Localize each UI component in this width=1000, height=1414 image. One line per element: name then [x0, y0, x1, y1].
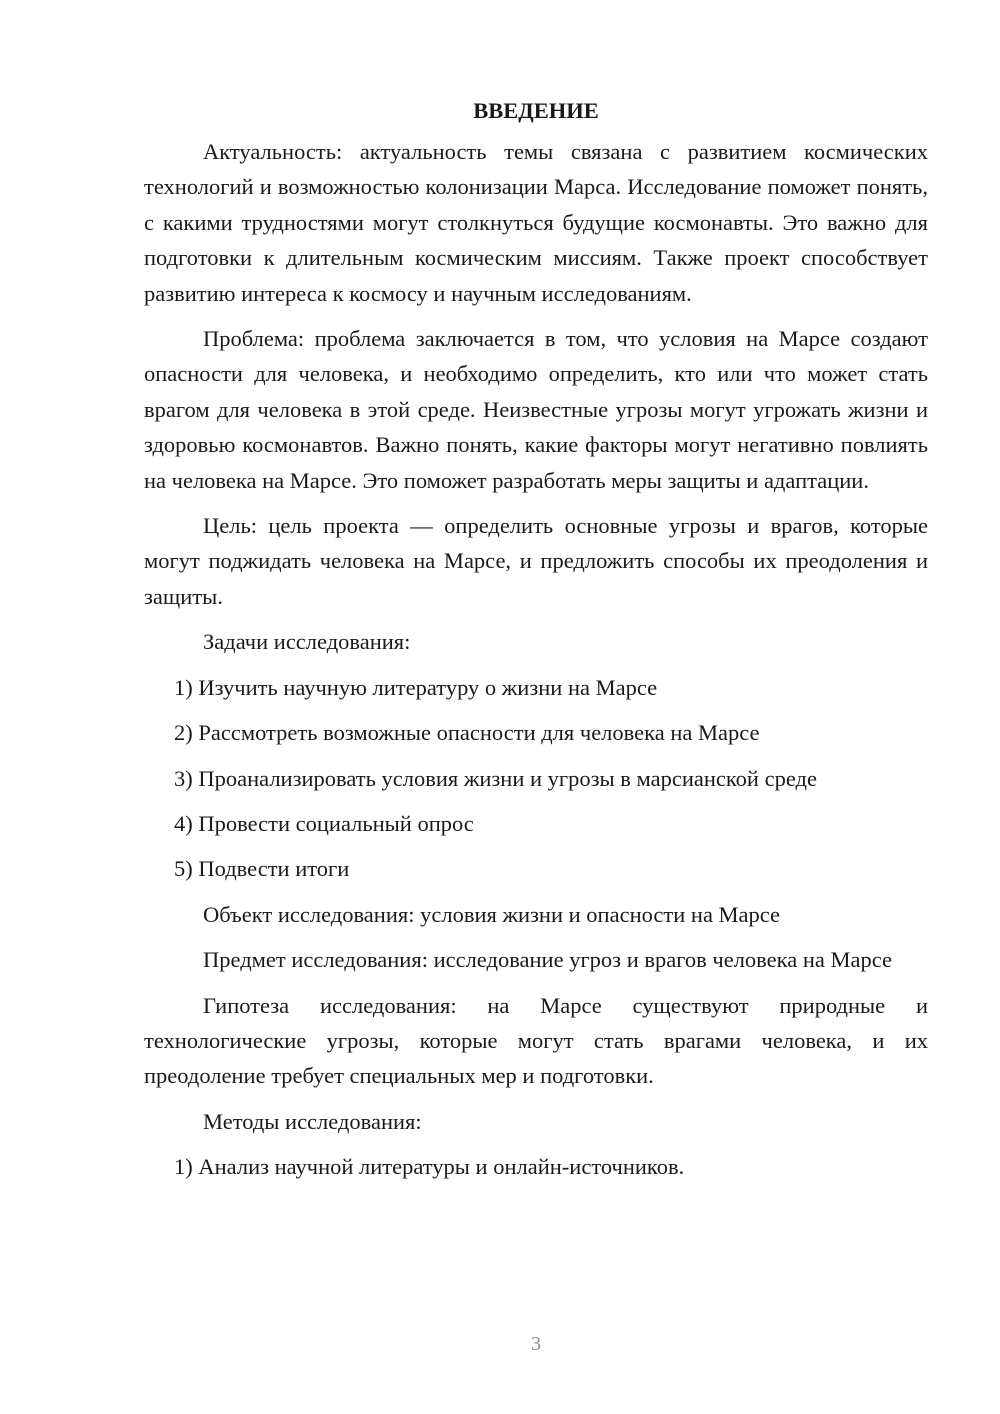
object-paragraph: Объект исследования: условия жизни и опасности на Марсе — [203, 901, 781, 927]
methods-heading: Методы исследования: — [203, 1108, 422, 1134]
task-item-4: 4) Провести социальный опрос — [174, 810, 474, 836]
task-item-1: 1) Изучить научную литературу о жизни на Марсе — [174, 674, 658, 700]
hypothesis-paragraph: Гипотеза исследования: на Марсе существуют природные и технологические угрозы, которые могут стать врагами человека, и их преодоление требует специальных мер и подготовки. — [144, 992, 928, 1089]
subject-paragraph: Предмет исследования: исследование угроз и врагов человека на Марсе — [203, 947, 892, 973]
task-item-3: 3) Проанализировать условия жизни и угрозы в марсианской среде — [174, 765, 817, 791]
goal-paragraph: Цель: цель проекта — определить основные угрозы и врагов, которые могут поджидать человека на Марсе, и предложить способы их преодоления и защиты. — [144, 513, 928, 609]
tasks-heading: Задачи исследования: — [203, 629, 411, 655]
problem-paragraph: Проблема: проблема заключается в том, что условия на Марсе создают опасности для человека, и необходимо определить, кто или что может стать врагом для человека в этой среде. Неизвестные угрозы могут угрожать жизни и здоровью космонавтов. Важно понять, какие факторы могут негативно повлиять на человека на Марсе. Это поможет разработать меры защиты и адаптации. — [144, 326, 928, 493]
method-item-1: 1) Анализ научной литературы и онлайн-источников. — [174, 1154, 685, 1180]
page-content — [144, 98, 928, 1195]
task-item-2: 2) Рассмотреть возможные опасности для человека на Марсе — [174, 720, 760, 746]
section-title: ВВЕДЕНИЕ — [473, 98, 599, 123]
tasks-list — [144, 670, 928, 887]
task-item-5: 5) Подвести итоги — [174, 856, 350, 882]
methods-list — [144, 1149, 928, 1184]
page-number: 3 — [531, 1333, 541, 1355]
relevance-paragraph: Актуальность: актуальность темы связана с развитием космических технологий и возможностью колонизации Марса. Исследование поможет понять, с какими трудностями могут столкнуться будущие космонавты. Это важно для подготовки к длительным космическим миссиям. Также проект способствует развитию интереса к космосу и научным исследованиям. — [144, 139, 928, 306]
